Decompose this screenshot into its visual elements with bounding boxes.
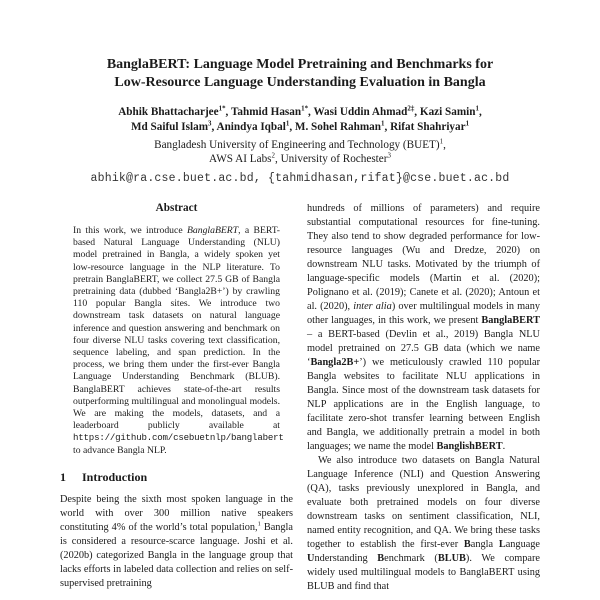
right-column-paragraph-1: hundreds of millions of parameters) and require substantial computational resources for fine-tuning. They also tend to show degraded performance for low-resource languages (Wu and Dredze, 2020) on downstream NLU tasks. Motivated by the triumph of language-specific models (Martin et al. (2020); Polignano et al. (2019); Canete et al. (2020); Antoun et al. (2020), inter alia) over multilingual models in many other languages, in this work, we present BanglaBERT – a BERT-based (Devlin et al., 2019) Bangla NLU model pretrained on 27.5 GB data (which we name ‘Bangla2B+’) we meticulously crawled 110 popular Bangla websites to facilitate NLU applications in Bangla. Since most of the downstream task datasets for NLP applications are in the English language, to facilitate zero-shot transfer learning between English and Bangla, we additionally pretrain a model in both languages; we name the model BanglishBERT. (307, 203, 540, 452)
affiliation-line-1: Bangladesh University of Engineering and Technology (BUET)$^1$, (154, 137, 446, 151)
paper-title (60, 56, 540, 92)
paper-header (60, 56, 540, 185)
right-column (307, 202, 540, 594)
introduction-paragraph: Despite being the sixth most spoken language in the world with over 300 million native speakers constituting 4% of the world’s total population,$^1$ Bangla is considered a resource-scarce language. Joshi et al. (2020b) categorized Bangla in the language group that lacks efforts in labeled data collection and relies on self-supervised pretraining (60, 493, 293, 589)
abstract-section (60, 202, 293, 457)
abstract-text: In this work, we introduce BanglaBERT, a BERT-based Natural Language Understanding (NLU) model pretrained in Bangla, a widely spoken yet low-resource language in the NLP literature. To pretrain BanglaBERT, we collect 27.5 GB of Bangla pretraining data (dubbed ‘Bangla2B+’) by crawling 110 popular Bangla sites. We introduce two downstream task datasets on natural language inference and question answering and benchmark on four diverse NLU tasks covering text classification, sequence labeling, and span prediction. In the process, we bring them under the first-ever Bangla Language Understanding Benchmark (BLUB). BanglaBERT achieves state-of-the-art results outperforming multilingual and monolingual models. We are making the models, datasets, and a leaderboard publicly available at https://github.com/csebuetnlp/banglabert to advance Bangla NLP. (73, 225, 284, 456)
right-column-paragraph-2: We also introduce two datasets on Bangla Natural Language Inference (NLI) and Question Answering (QA), tasks previously unexplored in Bangla, and evaluate both pretrained models on four diverse downstream tasks on sentiment classification, NLI, named entity recognition, and QA. We bring these tasks together to establish the first-ever Bangla Language Understanding Benchmark (BLUB). We compare widely used multilingual models to BanglaBERT using BLUB and find that (307, 455, 541, 592)
abstract-heading: Abstract (155, 202, 198, 214)
authors-line-1: Abhik Bhattacharjee$^{1*}$, Tahmid Hasan$^{1*}$, Wasi Uddin Ahmad$^{2\ddagger}$, Kazi Samin$^1$, (118, 104, 482, 118)
affiliation-line-2: AWS AI Labs$^2$, University of Rochester$^3$ (209, 151, 391, 165)
github-link[interactable]: https://github.com/csebuetnlp/banglabert (73, 432, 284, 444)
affiliations-block (60, 138, 540, 166)
authors-line-2: Md Saiful Islam$^3$, Anindya Iqbal$^1$, M. Sohel Rahman$^1$, Rifat Shahriyar$^1$ (130, 119, 470, 133)
section-heading-introduction (60, 470, 293, 485)
section-title: Introduction (82, 469, 148, 484)
left-column (60, 202, 293, 591)
authors-block (60, 105, 540, 135)
email-line: abhik@ra.cse.buet.ac.bd, {tahmidhasan,rifat}@cse.buet.ac.bd (90, 172, 510, 185)
section-number: 1 (60, 469, 66, 484)
two-column-body (60, 202, 540, 594)
paper-title-line-2: Low-Resource Language Understanding Evaluation in Bangla (114, 75, 486, 90)
paper-title-line-1: BanglaBERT: Language Model Pretraining and Benchmarks for (106, 57, 494, 72)
